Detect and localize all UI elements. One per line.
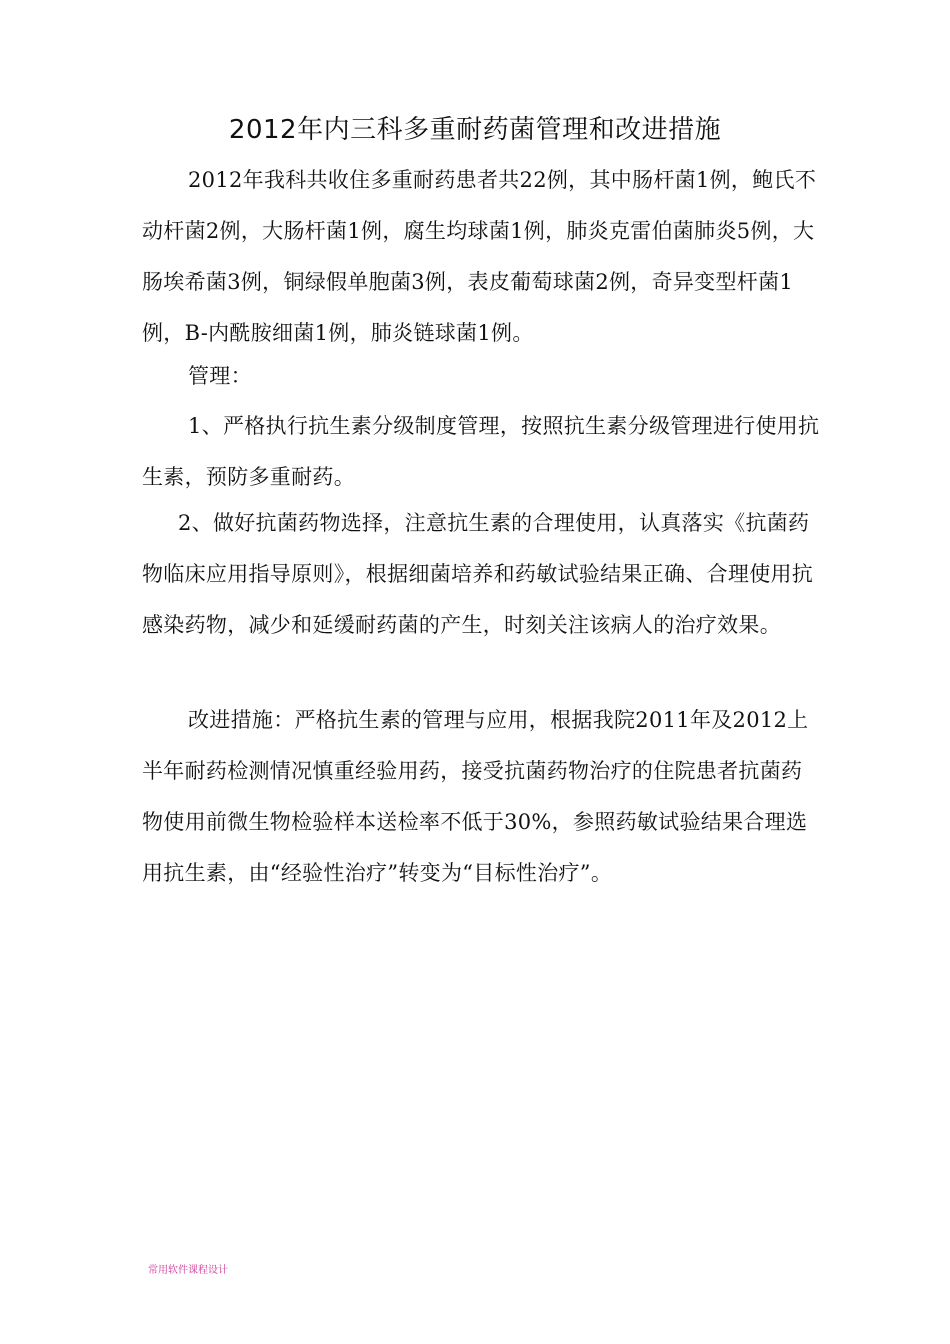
intro-paragraph: 2012年我科共收住多重耐药患者共22例，其中肠杆菌1例，鲍氏不动杆菌2例，大肠杆菌1例，腐生均球菌1例，肺炎克雷伯菌肺炎5例，大肠埃希菌3例，铜绿假单胞菌3例，表皮葡萄球菌2例，奇异变型杆菌1例，B-内酰胺细菌1例，肺炎链球菌1例。 [142,168,817,345]
footer-note: 常用软件课程设计 [148,1265,228,1276]
management-item-2: 2、做好抗菌药物选择，注意抗生素的合理使用，认真落实《抗菌药物临床应用指导原则》，根据细菌培养和药敏试验结果正确、合理使用抗感染药物，减少和延缓耐药菌的产生，时刻关注该病人的治疗效果。 [142,511,814,637]
document-title: 2012年内三科多重耐药菌管理和改进措施 [228,115,722,145]
management-item-1: 1、严格执行抗生素分级制度管理，按照抗生素分级管理进行使用抗生素，预防多重耐药。 [142,414,820,489]
management-heading: 管理： [188,364,252,388]
improvement-paragraph: 改进措施：严格抗生素的管理与应用，根据我院2011年及2012上半年耐药检测情况慎重经验用药，接受抗菌药物治疗的住院患者抗菌药物使用前微生物检验样本送检率不低于30%，参照药敏试验结果合理选用抗生素，由“经验性治疗”转变为“目标性治疗”。 [142,708,809,885]
